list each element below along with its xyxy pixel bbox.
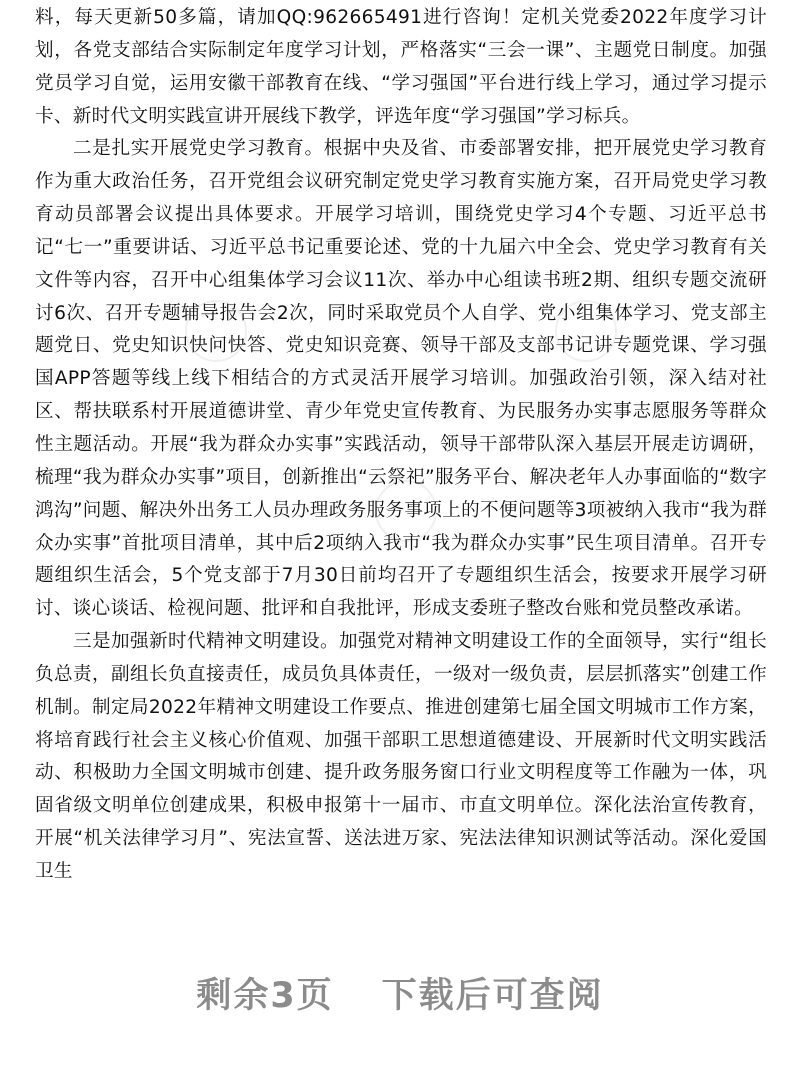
document-body (35, 2, 767, 889)
paragraph-continuation: 料，每天更新50多篇，请加QQ:962665491进行咨询！定机关党委2022年度学习计划，各党支部结合实际制定年度学习计划，严格落实“三会一课”、主题党日制度。加强党员学习自觉，运用安徽干部教育在线、“学习强国”平台进行线上学习，通过学习提示卡、新时代文明实践宣讲开展线下教学，评选年度“学习强国”学习标兵。 (35, 7, 767, 127)
remaining-pages-label: 剩余3页 (196, 976, 334, 1016)
paragraph-party-history-education: 二是扎实开展党史学习教育。根据中央及省、市委部署安排，把开展党史学习教育作为重大政治任务，召开党组会议研究制定党史学习教育实施方案，召开局党史学习教育动员部署会议提出具体要求。开展学习培训，围绕党史学习4个专题、习近平总书记“七一”重要讲话、习近平总书记重要论述、党的十九届六中全会、党史学习教育有关文件等内容，召开中心组集体学习会议11次、举办中心组读书班2期、组织专题交流研讨6次、召开专题辅导报告会2次，同时采取党员个人自学、党小组集体学习、党支部主题党日、党史知识快问快答、党史知识竞赛、领导干部及支部书记讲专题党课、学习强国APP答题等线上线下相结合的方式灵活开展学习培训。加强政治引领，深入结对社区、帮扶联系村开展道德讲堂、青少年党史宣传教育、为民服务办实事志愿服务等群众性主题活动。开展“我为群众办实事”实践活动，领导干部带队深入基层开展走访调研，梳理“我为群众办实事”项目，创新推出“云祭祀”服务平台、解决老年人办事面临的“数字鸿沟”问题、解决外出务工人员办理政务服务事项上的不便问题等3项被纳入我市“我为群众办实事”首批项目清单，其中后2项纳入我市“我为群众办实事”民生项目清单。召开专题组织生活会，5个党支部于7月30日前均召开了专题组织生活会，按要求开展学习研讨、谈心谈话、检视问题、批评和自我批评，形成支委班子整改台账和党员整改承诺。 (35, 138, 767, 620)
download-banner[interactable] (0, 968, 800, 1018)
download-prompt-label: 下载后可查阅 (381, 976, 604, 1016)
paragraph-spiritual-civilization: 三是加强新时代精神文明建设。加强党对精神文明建设工作的全面领导，实行“组长负总责，副组长负直接责任，成员负具体责任，一级对一级负责，层层抓落实”创建工作机制。制定局2022年精神文明建设工作要点、推进创建第七届全国文明城市工作方案，将培育践行社会主义核心价值观、加强干部职工思想道德建设、开展新时代文明实践活动、积极助力全国文明城市创建、提升政务服务窗口行业文明程度等工作融为一体，巩固省级文明单位创建成果，积极申报第十一届市、市直文明单位。深化法治宣传教育，开展“机关法律学习月”、宪法宣誓、送法进万家、宪法法律知识测试等活动。深化爱国卫生 (35, 631, 767, 882)
